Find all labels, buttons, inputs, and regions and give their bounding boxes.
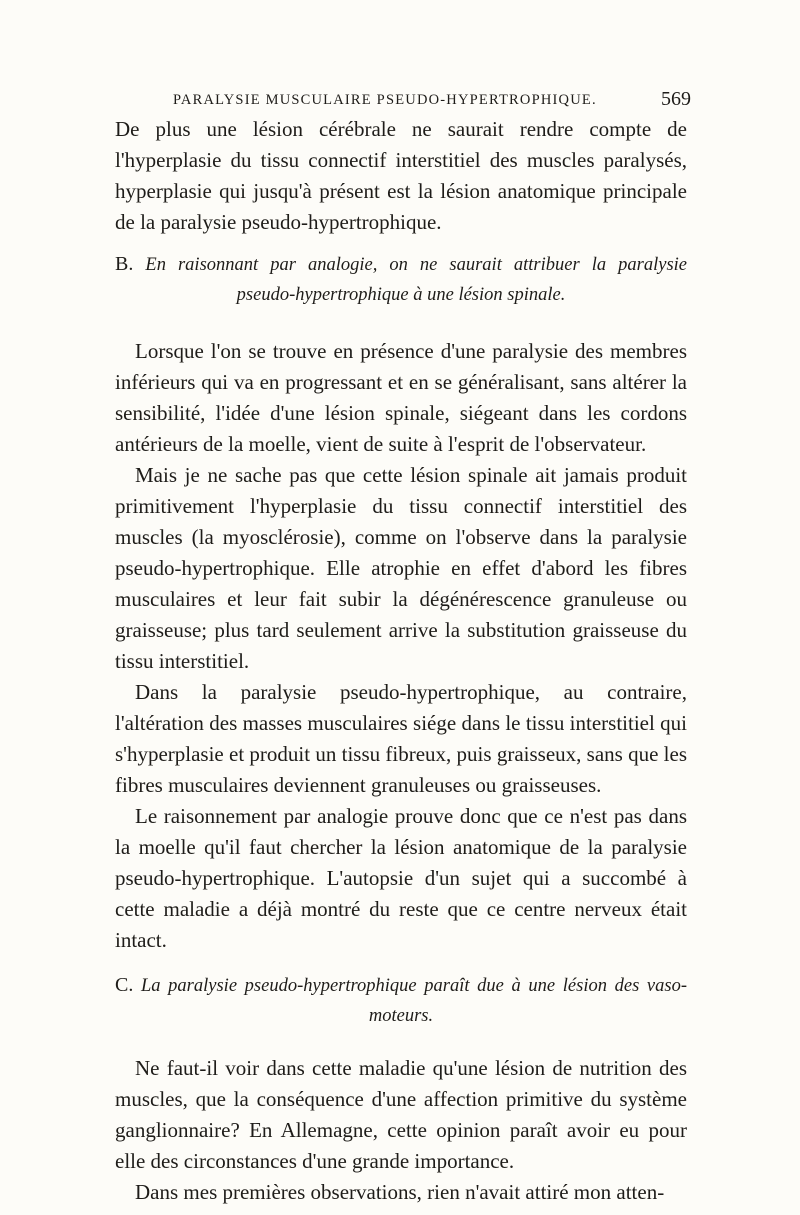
section-b-title-2: pseudo-hypertrophique à une lésion spinale. [236,285,566,305]
running-title: PARALYSIE MUSCULAIRE PSEUDO-HYPERTROPHIQUE. [173,92,597,108]
section-b-letter: B. [115,253,134,275]
paragraph-4: Dans la paralysie pseudo-hypertrophique, au contraire, l'altération des masses musculaires siége dans le tissu interstitiel qui s'hyperplasie et produit un tissu fibreux, puis graisseux, sans que les fibres musculaires deviennent granuleuses ou graisseuses. [115,680,687,797]
section-b-title-1: En raisonnant par analogie, on ne saurait attribuer la paralysie [145,255,687,275]
page-number: 569 [661,88,691,110]
section-c-line1 [115,970,687,1001]
section-heading-b [115,249,687,310]
paragraph-1: De plus une lésion cérébrale ne saurait rendre compte de l'hyperplasie du tissu connectif interstitiel des muscles paralysés, hyperplasie qui jusqu'à présent est la lésion anatomique principale de la paralysie pseudo-hypertrophique. [115,117,687,234]
paragraph-6: Ne faut-il voir dans cette maladie qu'une lésion de nutrition des muscles, que la conséquence d'une affection primitive du système ganglionnaire? En Allemagne, cette opinion paraît avoir eu pour elle des circonstances d'une grande importance. [115,1056,687,1173]
section-b-line1 [115,249,687,280]
body-text [115,114,687,238]
body-text-b [115,336,687,956]
body-text-c [115,1053,687,1208]
section-c-title-1: La paralysie pseudo-hypertrophique paraît due à une lésion des vaso- [141,976,687,996]
section-c-title-2: moteurs. [368,1006,434,1026]
book-page [115,88,691,1208]
running-head [115,88,691,114]
paragraph-3: Mais je ne sache pas que cette lésion spinale ait jamais produit primitivement l'hyperplasie du tissu connectif interstitiel des muscles (la myosclérosie), comme on l'observe dans la paralysie pseudo-hypertrophique. Elle atrophie en effet d'abord les fibres musculaires et leur fait subir la dégénérescence granuleuse ou graisseuse; plus tard seulement arrive la substitution graisseuse du tissu interstitiel. [115,463,687,673]
paragraph-2: Lorsque l'on se trouve en présence d'une paralysie des membres inférieurs qui va en progressant et en se généralisant, sans altérer la sensibilité, l'idée d'une lésion spinale, siégeant dans les cordons antérieurs de la moelle, vient de suite à l'esprit de l'observateur. [115,339,687,456]
paragraph-7: Dans mes premières observations, rien n'avait attiré mon atten- [135,1180,665,1204]
section-heading-c [115,970,687,1031]
section-c-letter: C. [115,974,134,996]
paragraph-5: Le raisonnement par analogie prouve donc que ce n'est pas dans la moelle qu'il faut chercher la lésion anatomique de la paralysie pseudo-hypertrophique. L'autopsie d'un sujet qui a succombé à cette maladie a déjà montré du reste que ce centre nerveux était intact. [115,804,687,952]
